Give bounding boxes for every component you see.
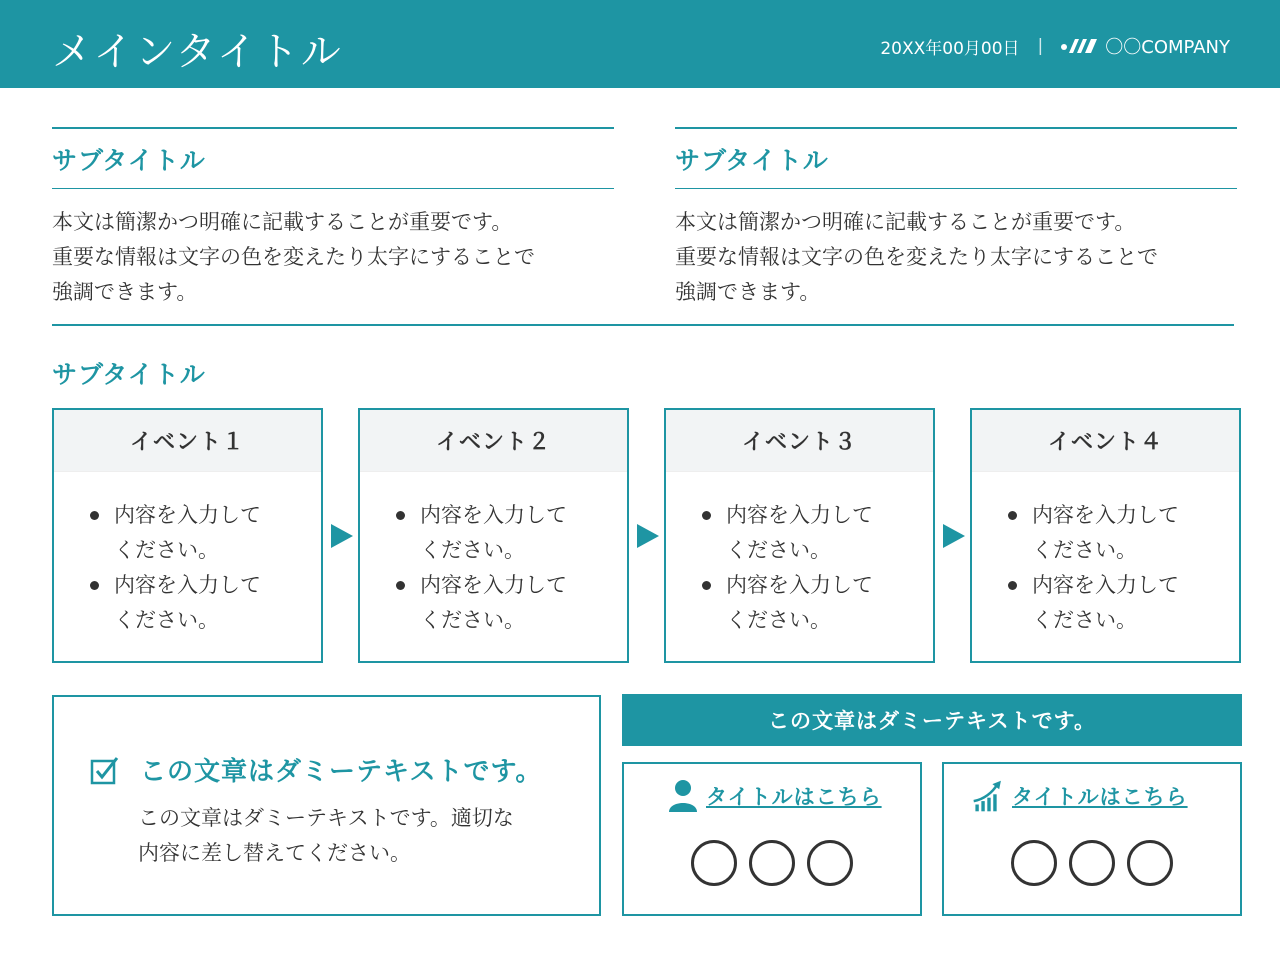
event-item-text: 内容を入力して ください。 [420, 573, 567, 632]
top-section-left [52, 127, 614, 310]
header-bar [0, 0, 1280, 88]
note-text: この文章はダミーテキストです。適切な 内容に差し替えてください。 [138, 806, 514, 865]
card-link-row [666, 778, 882, 814]
triangle-right-icon [637, 524, 659, 548]
circle-placeholder [749, 840, 795, 886]
subtitle-rule [675, 127, 1237, 189]
event-item [392, 498, 615, 568]
event-card-1 [52, 408, 323, 663]
triangle-right-icon [331, 524, 353, 548]
event-list [86, 498, 309, 638]
event-card-2 [358, 408, 629, 663]
circle-placeholder [1069, 840, 1115, 886]
event-title: イベント２ [360, 410, 627, 472]
subtitle-rule [52, 127, 614, 189]
event-title: イベント３ [666, 410, 933, 472]
event-item-text: 内容を入力して ください。 [1032, 503, 1179, 562]
subtitle: サブタイトル [52, 145, 206, 175]
event-item [698, 498, 921, 568]
event-item-text: 内容を入力して ください。 [114, 503, 261, 562]
top-section-right [675, 127, 1237, 310]
company-logo-icon [1061, 38, 1099, 54]
subtitle: サブタイトル [675, 145, 829, 175]
event-item [1004, 498, 1227, 568]
body-text: 本文は簡潔かつ明確に記載することが重要です。 重要な情報は文字の色を変えたり太字にすることで 強調できます。 [675, 210, 1158, 304]
event-item-text: 内容を入力して ください。 [114, 573, 261, 632]
card-link-row [972, 778, 1188, 814]
event-item-text: 内容を入力して ください。 [726, 503, 873, 562]
title-link[interactable]: タイトルはこちら [1012, 785, 1188, 809]
note-title: この文章はダミーテキストです。 [140, 757, 543, 787]
circle-placeholder [1127, 840, 1173, 886]
event-card-3 [664, 408, 935, 663]
section-divider [52, 324, 1234, 326]
event-card-4 [970, 408, 1241, 663]
circle-placeholder [691, 840, 737, 886]
event-item-text: 内容を入力して ください。 [726, 573, 873, 632]
circle-placeholder [1011, 840, 1057, 886]
event-item [1004, 568, 1227, 638]
event-item [698, 568, 921, 638]
event-title: イベント１ [54, 410, 321, 472]
company-name: 〇〇COMPANY [1105, 37, 1230, 58]
event-list [698, 498, 921, 638]
circle-placeholder [807, 840, 853, 886]
triangle-right-icon [943, 524, 965, 548]
person-icon [666, 778, 700, 814]
growth-chart-icon [972, 778, 1006, 814]
header-date: 20XX年00月00日 [880, 38, 1020, 59]
note-box [52, 695, 601, 916]
header-separator: | [1037, 36, 1044, 56]
link-card-1 [622, 762, 922, 916]
main-title: メインタイトル [52, 29, 343, 75]
circle-placeholders [944, 840, 1240, 886]
body-text: 本文は簡潔かつ明確に記載することが重要です。 重要な情報は文字の色を変えたり太字にすることで 強調できます。 [52, 210, 535, 304]
circle-placeholders [624, 840, 920, 886]
event-item [86, 568, 309, 638]
event-item-text: 内容を入力して ください。 [1032, 573, 1179, 632]
link-card-2 [942, 762, 1242, 916]
title-link[interactable]: タイトルはこちら [706, 785, 882, 809]
header-meta [880, 33, 1230, 59]
banner: この文章はダミーテキストです。 [622, 694, 1242, 746]
checkbox-icon [90, 755, 120, 785]
event-item [392, 568, 615, 638]
event-item-text: 内容を入力して ください。 [420, 503, 567, 562]
event-item [86, 498, 309, 568]
event-list [392, 498, 615, 638]
events-subtitle: サブタイトル [52, 360, 206, 389]
event-list [1004, 498, 1227, 638]
event-title: イベント４ [972, 410, 1239, 472]
